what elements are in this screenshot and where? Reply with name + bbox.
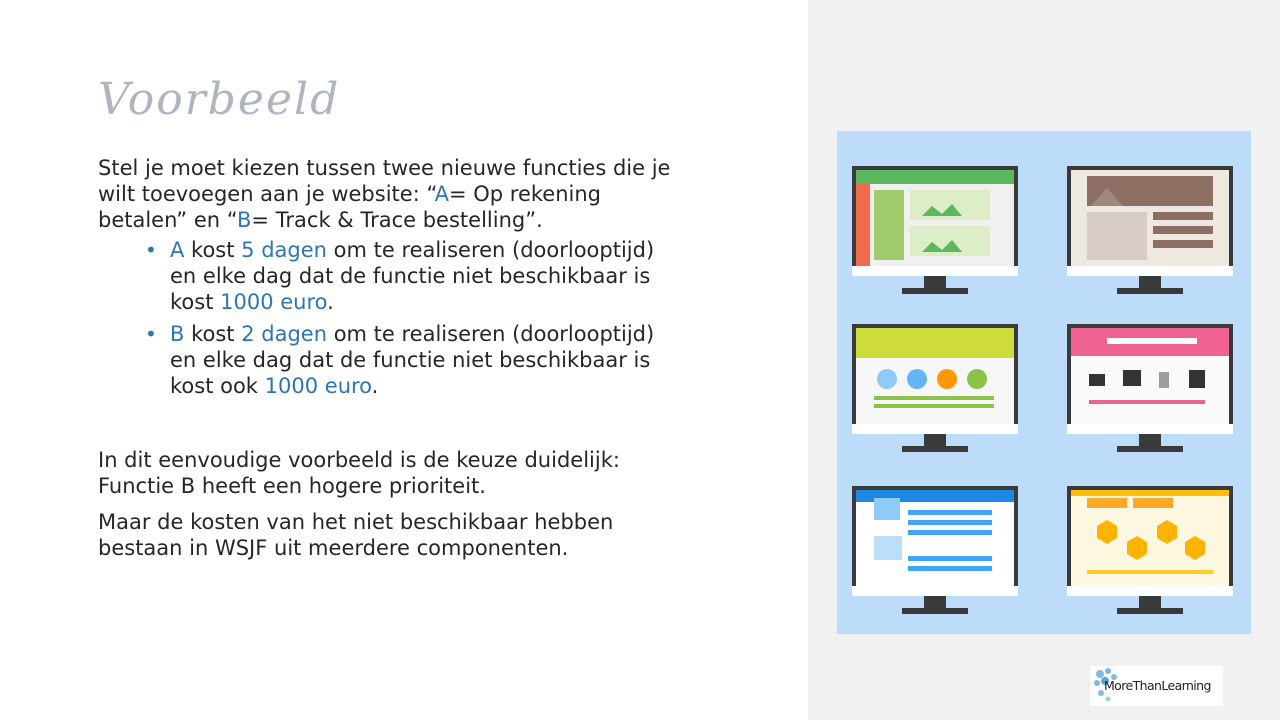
logo	[1090, 666, 1223, 706]
monitor-3	[852, 324, 1018, 452]
bullet-item-a	[145, 237, 688, 315]
slide-title: Voorbeeld	[98, 74, 341, 125]
monitor-4	[1067, 324, 1233, 452]
bullet-text: .	[371, 374, 379, 398]
option-b-label: B	[236, 208, 252, 232]
bullet-cost: 1000 euro	[264, 374, 372, 398]
bullet-text: om te realiseren (doorlooptijd) en elke dag dat de functie niet beschikbaar is kost ook	[170, 322, 655, 398]
monitor-1	[852, 166, 1018, 294]
bullet-text: kost	[184, 322, 242, 346]
bullet-text: om te realiseren (doorlooptijd) en elke dag dat de functie niet beschikbaar is kost	[170, 238, 655, 314]
intro-text: = Track & Trace bestelling”.	[251, 208, 543, 232]
bullet-option: B	[170, 322, 185, 346]
bullet-dot-icon: •	[145, 238, 157, 262]
monitor-6	[1067, 486, 1233, 614]
bullet-cost: 1000 euro	[220, 290, 328, 314]
bullet-duration: 5 dagen	[241, 238, 327, 262]
bullet-duration: 2 dagen	[241, 322, 328, 346]
bullet-dot-icon: •	[145, 322, 157, 346]
slide-body	[98, 155, 688, 561]
option-a-label: A	[434, 182, 449, 206]
bullet-item-b	[145, 321, 688, 399]
logo-text: MoreThanLearning	[1104, 678, 1211, 693]
note-paragraph: Maar de kosten van het niet beschikbaar hebben bestaan in WSJF uit meerdere componenten.	[98, 510, 614, 560]
intro-paragraph	[98, 155, 688, 233]
intro-text: Stel je moet kiezen tussen twee nieuwe functies die je wilt toevoegen aan je website: “	[98, 156, 671, 206]
conclusion-paragraph: In dit eenvoudige voorbeeld is de keuze duidelijk: Functie B heeft een hogere prioriteit.	[98, 448, 620, 498]
bullet-list	[98, 237, 688, 399]
bullet-option: A	[170, 238, 185, 262]
website-monitors-illustration	[837, 131, 1251, 634]
bullet-text: kost	[184, 238, 242, 262]
monitor-5	[852, 486, 1018, 614]
monitor-2	[1067, 166, 1233, 294]
bullet-text: .	[327, 290, 334, 314]
monitors-graphic	[837, 131, 1251, 634]
intro-text: = Op rekening betalen” en “	[98, 182, 602, 232]
